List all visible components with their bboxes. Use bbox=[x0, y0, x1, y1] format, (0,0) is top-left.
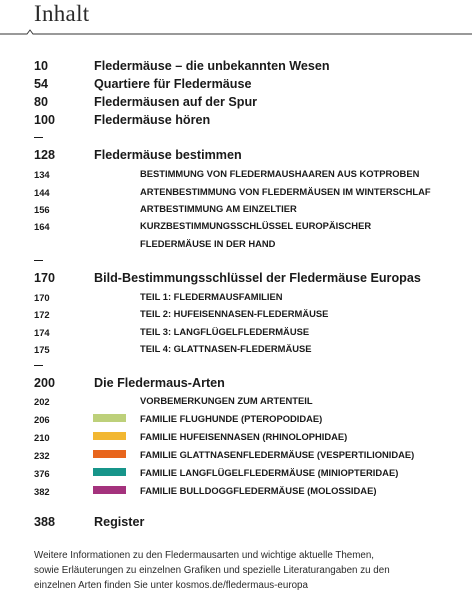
toc-entry[interactable] bbox=[0, 270, 472, 290]
toc-entry[interactable] bbox=[0, 94, 472, 114]
toc-page-number: 144 bbox=[34, 187, 50, 198]
toc-subentry[interactable] bbox=[0, 306, 472, 326]
toc-subentry[interactable] bbox=[0, 393, 472, 413]
toc-page-number: 100 bbox=[34, 113, 56, 127]
toc-page-number: 206 bbox=[34, 414, 50, 425]
color-swatch bbox=[93, 414, 126, 422]
toc-title: TEIL 4: GLATTNASEN-FLEDERMÄUSE bbox=[140, 343, 312, 354]
toc-page-number: 10 bbox=[34, 59, 49, 73]
toc-title: TEIL 1: FLEDERMAUSFAMILIEN bbox=[140, 291, 283, 302]
toc-title: Fledermäusen auf der Spur bbox=[94, 95, 258, 109]
toc-page-number: 382 bbox=[34, 486, 50, 497]
toc-page-number: 170 bbox=[34, 271, 56, 285]
footer-line: Weitere Informationen zu den Fledermausarten und wichtige aktuelle Themen, bbox=[34, 550, 374, 561]
toc-title: TEIL 3: LANGFLÜGELFLEDERMÄUSE bbox=[140, 326, 310, 337]
toc-title: Register bbox=[94, 515, 145, 529]
toc-subentry-continuation[interactable] bbox=[0, 236, 472, 256]
toc-title: ARTENBESTIMMUNG VON FLEDERMÄUSEN IM WINTERSCHLAF bbox=[140, 186, 431, 197]
toc-subentry[interactable] bbox=[0, 483, 472, 503]
toc-title: Fledermäuse hören bbox=[94, 113, 211, 127]
toc-page-number: 164 bbox=[34, 221, 50, 232]
toc-page-number: 80 bbox=[34, 95, 49, 109]
page-title: Inhalt bbox=[34, 1, 90, 26]
color-swatch bbox=[93, 486, 126, 494]
toc-page-number: 376 bbox=[34, 468, 50, 479]
toc-page-number: 200 bbox=[34, 376, 56, 390]
toc-title: FAMILIE FLUGHUNDE (PTEROPODIDAE) bbox=[140, 413, 323, 424]
toc-page-number: 210 bbox=[34, 432, 50, 443]
toc-subentry[interactable] bbox=[0, 341, 472, 361]
toc-title: Die Fledermaus-Arten bbox=[94, 376, 225, 390]
toc-title: Fledermäuse bestimmen bbox=[94, 148, 242, 162]
toc-title: BESTIMMUNG VON FLEDERMAUSHAAREN AUS KOTPROBEN bbox=[140, 168, 420, 179]
color-swatch bbox=[93, 432, 126, 440]
section-divider bbox=[34, 137, 43, 138]
toc-title: FAMILIE LANGFLÜGELFLEDERMÄUSE (MINIOPTERIDAE) bbox=[140, 467, 399, 478]
toc-page-number: 202 bbox=[34, 396, 50, 407]
toc-page-number: 172 bbox=[34, 309, 50, 320]
toc-entry[interactable] bbox=[0, 514, 472, 534]
footer-line: einzelnen Arten finden Sie unter kosmos.de/fledermaus-europa bbox=[34, 580, 308, 591]
toc-title: FAMILIE HUFEISENNASEN (RHINOLOPHIDAE) bbox=[140, 431, 348, 442]
toc-title: Fledermäuse – die unbekannten Wesen bbox=[94, 59, 330, 73]
color-swatch bbox=[93, 468, 126, 476]
footer-line: sowie Erläuterungen zu einzelnen Grafiken und spezielle Literaturangaben zu den bbox=[34, 565, 390, 576]
toc-subentry[interactable] bbox=[0, 218, 472, 238]
toc-page-number: 388 bbox=[34, 515, 56, 529]
toc-title: FAMILIE GLATTNASENFLEDERMÄUSE (VESPERTILIONIDAE) bbox=[140, 449, 415, 460]
toc-subentry[interactable] bbox=[0, 465, 472, 485]
toc-subentry[interactable] bbox=[0, 447, 472, 467]
toc-title: Bild-Bestimmungsschlüssel der Fledermäuse Europas bbox=[94, 271, 421, 285]
toc-title: ARTBESTIMMUNG AM EINZELTIER bbox=[140, 203, 297, 214]
toc-title: KURZBESTIMMUNGSSCHLÜSSEL EUROPÄISCHER bbox=[140, 220, 372, 231]
toc-title: TEIL 2: HUFEISENNASEN-FLEDERMÄUSE bbox=[140, 308, 329, 319]
toc-subentry[interactable] bbox=[0, 411, 472, 431]
footer-note bbox=[34, 548, 444, 593]
toc-entry[interactable] bbox=[0, 76, 472, 96]
toc-entry[interactable] bbox=[0, 58, 472, 78]
toc-subentry[interactable] bbox=[0, 166, 472, 186]
toc-title: Quartiere für Fledermäuse bbox=[94, 77, 252, 91]
toc-page-number: 170 bbox=[34, 292, 50, 303]
toc-entry[interactable] bbox=[0, 112, 472, 132]
toc-page-number: 174 bbox=[34, 327, 50, 338]
section-divider bbox=[34, 365, 43, 366]
toc-page-number: 232 bbox=[34, 450, 50, 461]
toc-page-number: 128 bbox=[34, 148, 56, 162]
toc-title: FAMILIE BULLDOGGFLEDERMÄUSE (MOLOSSIDAE) bbox=[140, 485, 377, 496]
section-divider bbox=[34, 260, 43, 261]
toc-page-number: 156 bbox=[34, 204, 50, 215]
toc-title: VORBEMERKUNGEN ZUM ARTENTEIL bbox=[140, 395, 313, 406]
toc-page-number: 175 bbox=[34, 344, 50, 355]
toc-entry[interactable] bbox=[0, 375, 472, 395]
toc-entry[interactable] bbox=[0, 147, 472, 167]
toc-subentry[interactable] bbox=[0, 429, 472, 449]
toc-page-number: 134 bbox=[34, 169, 50, 180]
color-swatch bbox=[93, 450, 126, 458]
toc-title: FLEDERMÄUSE IN DER HAND bbox=[140, 238, 276, 249]
toc-page-number: 54 bbox=[34, 77, 49, 91]
